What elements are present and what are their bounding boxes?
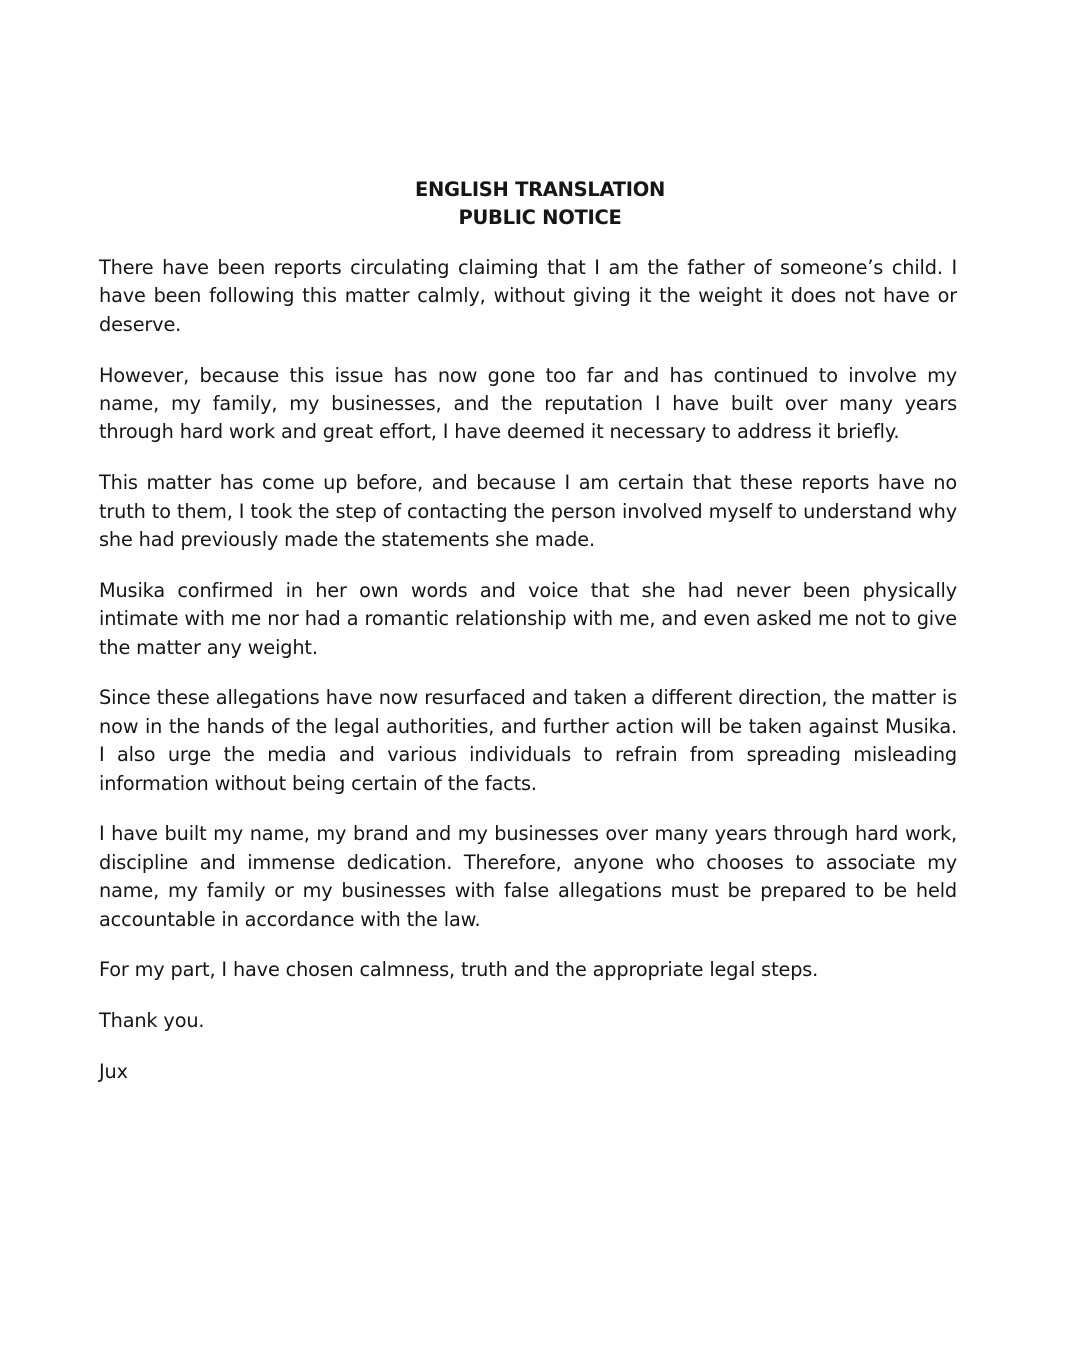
- paragraph-reports: There have been reports circulating claiming that I am the father of someone’s child. I have been following this matter calmly, without giving it the weight it does not have or deserve.: [99, 256, 957, 336]
- paragraph-issue: However, because this issue has now gone too far and has continued to involve my name, my family, my businesses, and the reputation I have built over many years through hard work and great effort, I have deemed it necessary to address it briefly.: [99, 363, 957, 444]
- heading-title: PUBLIC NOTICE: [458, 206, 622, 229]
- paragraph-closing-statement: For my part, I have chosen calmness, truth and the appropriate legal steps.: [99, 958, 819, 982]
- signature: Jux: [99, 1060, 128, 1084]
- paragraph-confirmation: Musika confirmed in her own words and voice that she had never been physically intimate with me nor had a romantic relationship with me, and even asked me not to give the matter any weight.: [99, 578, 957, 659]
- notice-heading: [0, 176, 1080, 232]
- notice-body: [99, 254, 957, 1109]
- closing-thanks: Thank you.: [99, 1009, 205, 1033]
- paragraph-contact: This matter has come up before, and because I am certain that these reports have no truth to them, I took the step of contacting the person involved myself to understand why she had previously made the statements she made.: [99, 471, 957, 552]
- paragraph-legal-action: Since these allegations have now resurfaced and taken a different direction, the matter is now in the hands of the legal authorities, and further action will be taken against Musika. I also urge the media and various individuals to refrain from spreading misleading information without being certain of the facts.: [99, 686, 957, 795]
- paragraph-accountability: I have built my name, my brand and my businesses over many years through hard work, discipline and immense dedication. Therefore, anyone who chooses to associate my name, my family or my businesses with false allegations must be prepared to be held accountable in accordance with the law.: [99, 822, 957, 931]
- heading-translation-label: ENGLISH TRANSLATION: [414, 178, 665, 201]
